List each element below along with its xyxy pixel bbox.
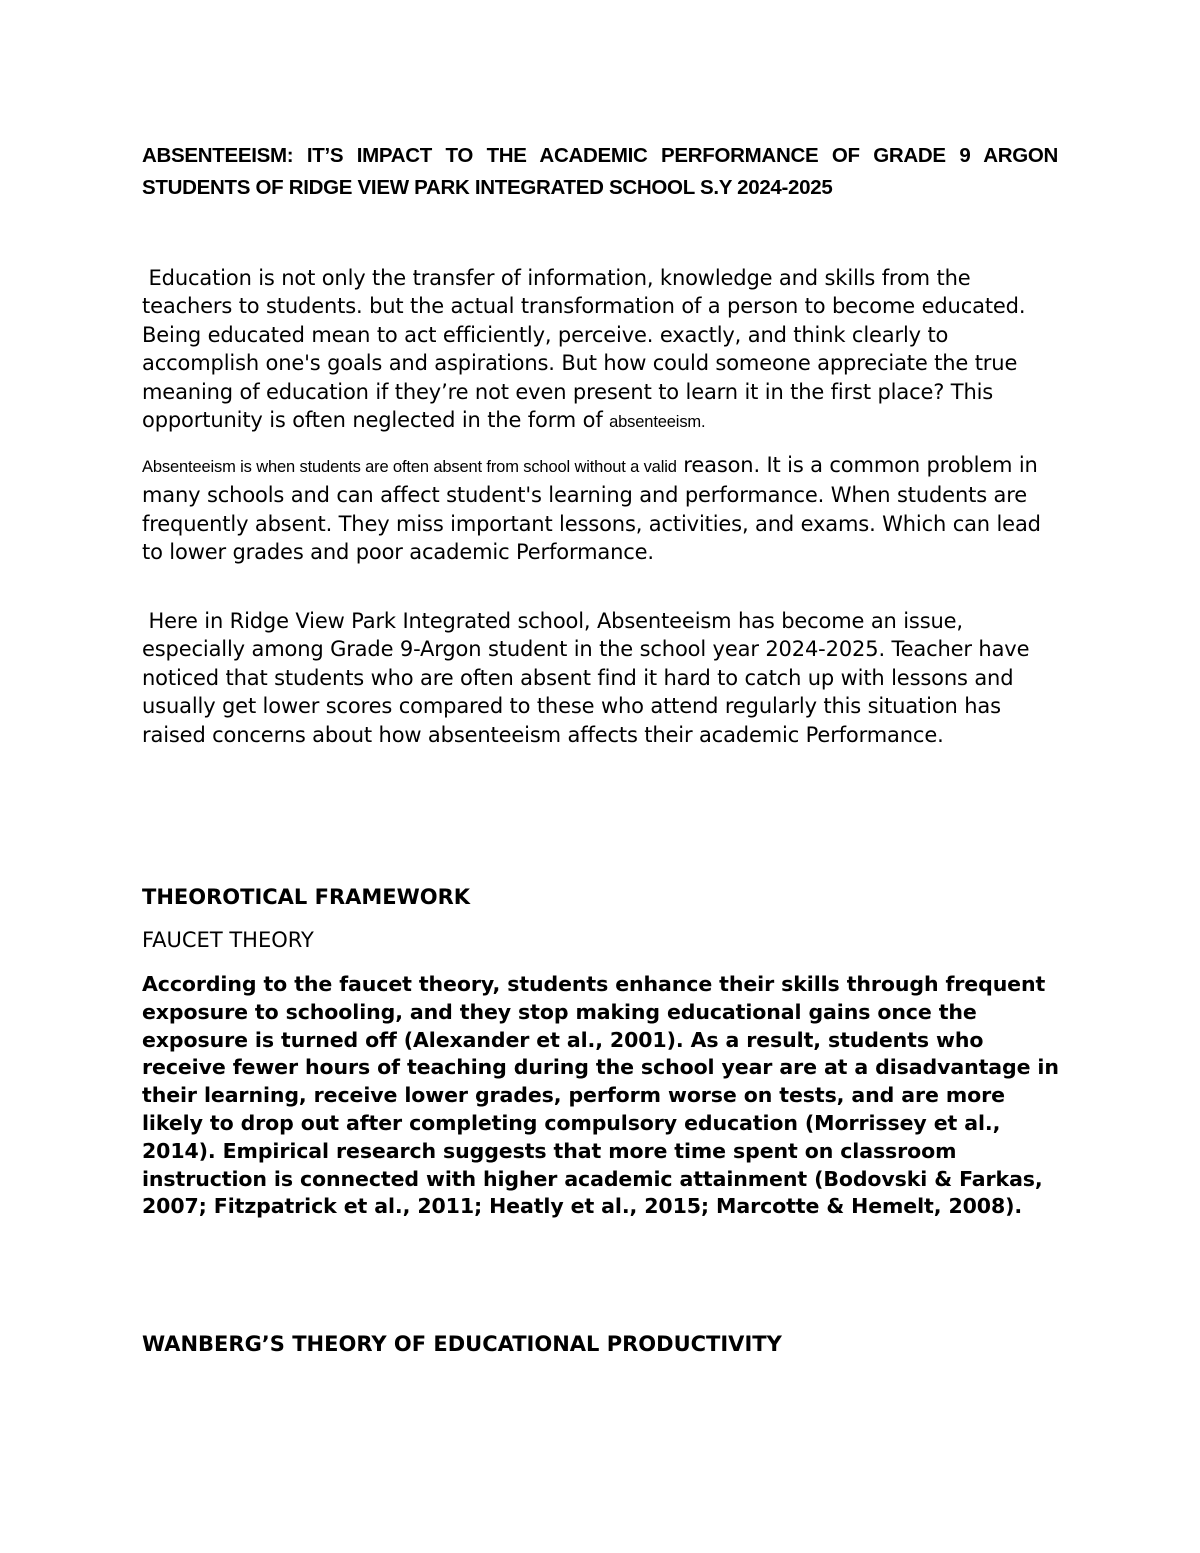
title-line-2: STUDENTS OF RIDGE VIEW PARK INTEGRATED SCHOOL S.Y 2024-2025 bbox=[142, 176, 833, 199]
framework-heading: THEOROTICAL FRAMEWORK bbox=[142, 885, 471, 909]
faucet-theory-paragraph: According to the faucet theory, students enhance their skills through frequent exposure to schooling, and they stop making educational gains once the exposure is turned off (Alexander et al., 2001). As a result, students who receive fewer hours of teaching during the school year are at a disadvantage in their learning, receive lower grades, perform worse on tests, and are more likely to drop out after completing compulsory education (Morrissey et al., 2014). Empirical research suggests that more time spent on classroom instruction is connected with higher academic attainment (Bodovski & Farkas, 2007; Fitzpatrick et al., 2011; Heatly et al., 2015; Marcotte & Hemelt, 2008). bbox=[142, 972, 1059, 1219]
definition-paragraph-lead: Absenteeism is when students are often absent from school without a valid bbox=[142, 458, 677, 476]
context-paragraph: Here in Ridge View Park Integrated school, Absenteeism has become an issue, especially among Grade 9-Argon student in the school year 2024-2025. Teacher have noticed that students who are often absent find it hard to catch up with lessons and usually get lower scores compared to these who attend regularly this situation has raised concerns about how absenteeism affects their academic Performance. bbox=[142, 609, 1030, 747]
faucet-theory-heading: FAUCET THEORY bbox=[142, 928, 314, 952]
intro-paragraph-tail: absenteeism. bbox=[609, 413, 706, 432]
document-title bbox=[142, 140, 1058, 204]
wanberg-theory-heading: WANBERG’S THEORY OF EDUCATIONAL PRODUCTIVITY bbox=[142, 1332, 782, 1356]
intro-paragraph-text: Education is not only the transfer of information, knowledge and skills from the teachers to students. but the actual transformation of a person to become educated. Being educated mean to act efficiently, perceive. exactly, and think clearly to accomplish one's goals and aspirations. But how could someone appreciate the true meaning of education if they’re not even present to learn it in the first place? This opportunity is often neglected in the form of bbox=[142, 266, 1026, 433]
intro-paragraph bbox=[142, 264, 1062, 436]
title-line-1: ABSENTEEISM: IT’S IMPACT TO THE ACADEMIC PERFORMANCE OF GRADE 9 ARGON bbox=[142, 144, 1058, 167]
definition-paragraph bbox=[142, 451, 1062, 567]
definition-paragraph-text: reason. It is a common problem in many schools and can affect student's learning and performance. When students are frequently absent. They miss important lessons, activities, and exams. Which can lead to lower grades and poor academic Performance. bbox=[142, 453, 1041, 565]
